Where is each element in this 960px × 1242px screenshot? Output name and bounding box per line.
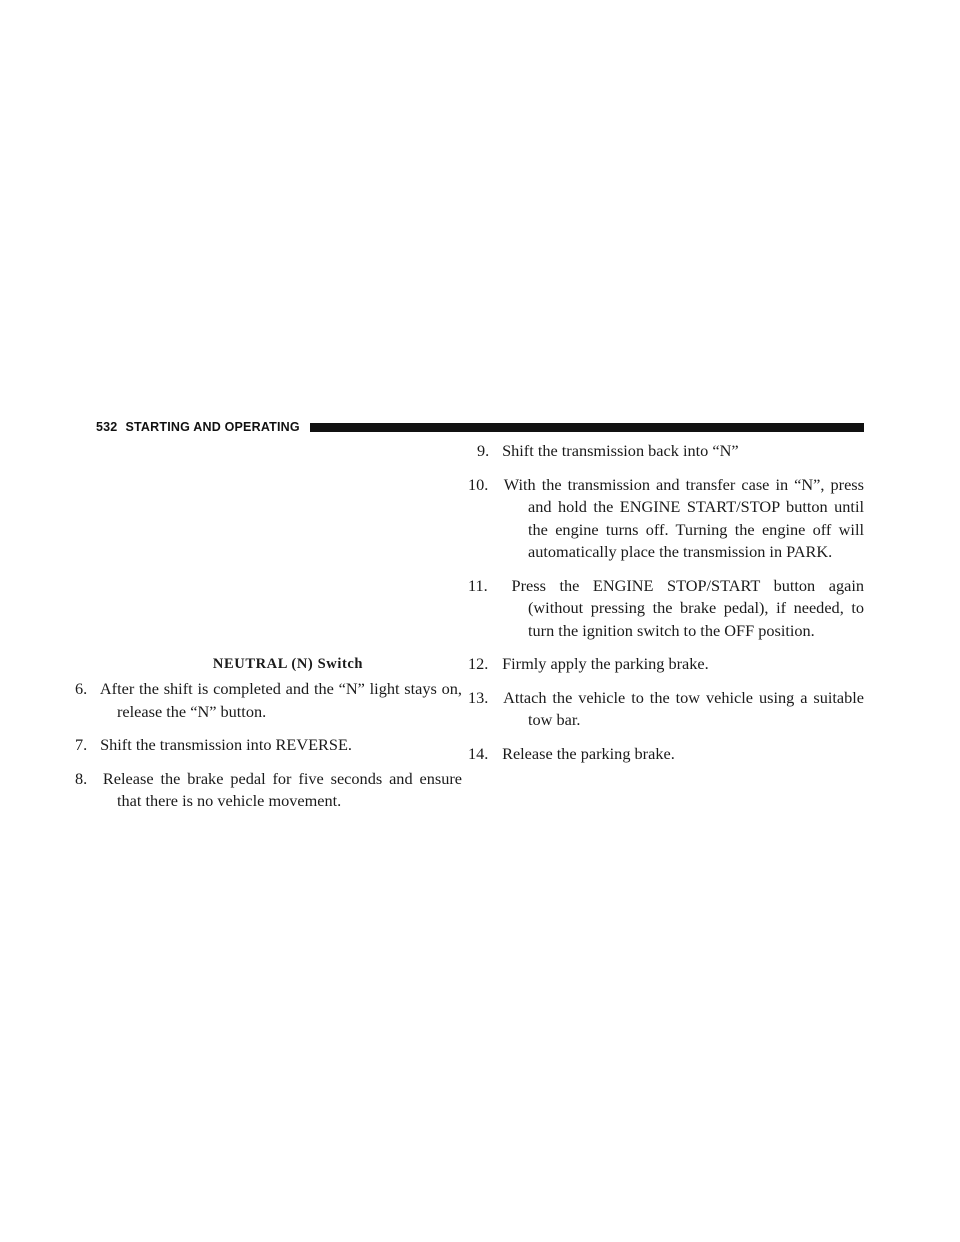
section-title: STARTING AND OPERATING: [125, 420, 300, 434]
figure-caption: NEUTRAL (N) Switch: [212, 656, 364, 672]
step-text: Attach the vehicle to the tow vehicle using a suitable tow bar.: [503, 687, 865, 729]
header-rule: [310, 423, 864, 432]
step-text: Firmly apply the parking brake.: [502, 654, 709, 673]
step-text: After the shift is completed and the “N” light stays on, release the “N” button.: [99, 679, 462, 721]
step-text: Release the parking brake.: [502, 743, 675, 763]
left-column: [75, 678, 462, 824]
step-6: 6. After the shift is completed and the “N” light stays on, release the “N” button.: [75, 679, 462, 721]
step-text: Shift the transmission back into “N”: [502, 441, 739, 460]
step-10: 10. With the transmission and transfer case in “N”, press and hold the ENGINE START/STOP button until the engine turns off. Turning the engine off will automatically place the transmission in PARK.: [468, 474, 864, 561]
page-header: [96, 419, 864, 435]
step-11: 11. Press the ENGINE STOP/START button again (without pressing the brake pedal), if needed, to turn the ignition switch to the OFF position.: [468, 575, 864, 640]
step-8: 8. Release the brake pedal for five seconds and ensure that there is no vehicle movement.: [75, 768, 462, 810]
step-7: 7. Shift the transmission into REVERSE.: [75, 735, 352, 754]
step-text: Shift the transmission into REVERSE.: [100, 735, 352, 754]
step-14: 14. Release the parking brake.: [468, 743, 675, 763]
step-text: Press the ENGINE STOP/START button again (without pressing the brake pedal), if needed, to turn the ignition switch to the OFF position.: [511, 575, 864, 640]
step-13: 13. Attach the vehicle to the tow vehicle using a suitable tow bar.: [468, 687, 865, 729]
right-column: [468, 440, 865, 776]
step-9: 9. Shift the transmission back into “N”: [477, 441, 739, 460]
step-text: With the transmission and transfer case in “N”, press and hold the ENGINE START/STOP button until the engine turns off. Turning the engine off will automatically place the transmission in PARK.: [503, 474, 864, 561]
step-text: Release the brake pedal for five seconds and ensure that there is no vehicle movement.: [102, 768, 462, 810]
step-12: 12. Firmly apply the parking brake.: [468, 654, 709, 673]
page-number: 532: [96, 420, 118, 434]
